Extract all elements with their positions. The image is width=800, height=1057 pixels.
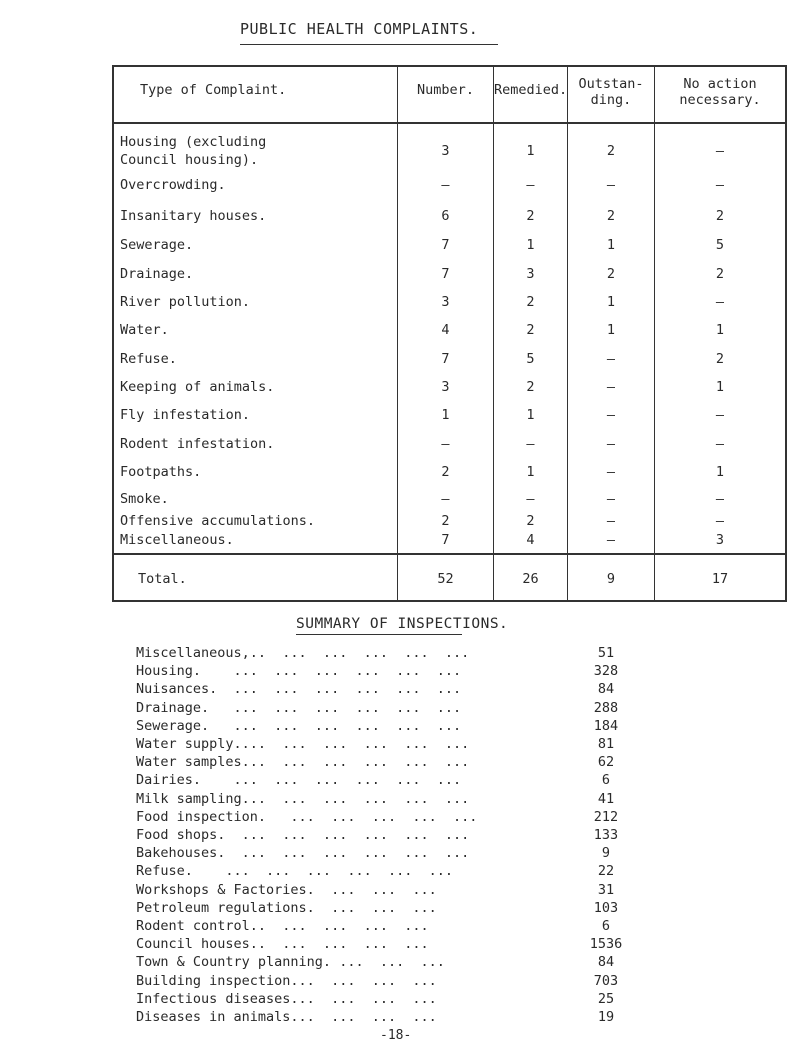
header-remedied: Remedied. xyxy=(494,82,568,98)
row-type: Overcrowding. xyxy=(120,177,226,193)
row-no-action: – xyxy=(715,491,725,507)
summary-label: Milk sampling... ... ... ... ... ... xyxy=(136,790,470,807)
summary-label: Nuisances. ... ... ... ... ... ... xyxy=(136,681,462,698)
table-border-bottom xyxy=(112,600,787,602)
row-remedied: 1 xyxy=(526,237,535,253)
row-type: Keeping of animals. xyxy=(120,379,275,395)
summary-label: Workshops & Factories. ... ... ... xyxy=(136,881,437,898)
summary-label: Rodent control.. ... ... ... ... xyxy=(136,918,429,934)
row-outstanding: 2 xyxy=(606,143,616,159)
row-number: 4 xyxy=(441,322,450,338)
summary-value: 41 xyxy=(597,790,615,807)
table-border-right xyxy=(785,65,787,602)
summary-value: 84 xyxy=(597,954,615,971)
row-no-action: – xyxy=(715,513,725,529)
summary-row xyxy=(136,753,636,771)
total-divider xyxy=(112,553,787,555)
summary-row xyxy=(136,680,636,698)
row-number: 7 xyxy=(441,532,450,548)
header-divider xyxy=(112,122,787,124)
summary-row xyxy=(136,862,636,880)
summary-label: Council houses.. ... ... ... ... xyxy=(136,936,429,953)
summary-row xyxy=(136,844,636,862)
summary-row xyxy=(136,808,636,826)
summary-row xyxy=(136,899,636,917)
row-type: Housing (excluding xyxy=(120,134,267,150)
summary-row xyxy=(136,972,636,990)
summary-value: 288 xyxy=(593,699,619,716)
summary-row xyxy=(136,935,636,953)
page-number: -18- xyxy=(380,1028,412,1044)
row-number: 2 xyxy=(441,464,450,480)
row-type: Sewerage. xyxy=(120,237,194,253)
summary-row xyxy=(136,771,636,789)
row-no-action: – xyxy=(715,436,725,452)
row-remedied: 2 xyxy=(526,379,535,395)
header-outstanding: Outstan- xyxy=(578,76,644,92)
summary-label: Food shops. ... ... ... ... ... ... xyxy=(136,827,470,843)
row-no-action: – xyxy=(715,407,725,423)
summary-label: Diseases in animals... ... ... ... xyxy=(136,1009,437,1025)
row-outstanding: 1 xyxy=(606,294,616,310)
summary-label: Drainage. ... ... ... ... ... ... xyxy=(136,699,462,716)
row-number: 7 xyxy=(441,237,450,253)
row-outstanding: – xyxy=(606,407,616,423)
summary-label: Town & Country planning. ... ... ... xyxy=(136,954,445,971)
summary-label: Water samples... ... ... ... ... ... xyxy=(136,754,470,771)
row-remedied: – xyxy=(526,177,535,193)
row-outstanding: – xyxy=(606,532,616,548)
header-number: Number. xyxy=(417,82,474,98)
row-outstanding: – xyxy=(606,177,616,193)
row-type: Drainage. xyxy=(120,266,194,282)
row-outstanding: – xyxy=(606,379,616,395)
row-number: 3 xyxy=(441,294,450,310)
header-no-action-cont: necessary. xyxy=(679,92,761,108)
row-remedied: 2 xyxy=(526,513,535,529)
summary-row xyxy=(136,917,636,935)
row-no-action: – xyxy=(715,294,725,310)
summary-label: Miscellaneous,.. ... ... ... ... ... xyxy=(136,645,470,661)
row-no-action: 3 xyxy=(715,532,725,548)
page-title: PUBLIC HEALTH COMPLAINTS. xyxy=(240,20,479,38)
summary-row xyxy=(136,662,636,680)
summary-row xyxy=(136,881,636,899)
summary-row xyxy=(136,644,636,662)
row-outstanding: – xyxy=(606,464,616,480)
row-number: 6 xyxy=(441,208,450,224)
row-outstanding: – xyxy=(606,491,616,507)
complaints-table xyxy=(112,65,787,602)
row-outstanding: – xyxy=(606,513,616,529)
summary-value: 1536 xyxy=(589,936,623,953)
row-remedied: 1 xyxy=(526,407,535,423)
summary-value: 62 xyxy=(597,754,615,771)
summary-value: 84 xyxy=(597,681,615,698)
summary-value: 22 xyxy=(597,863,615,880)
summary-label: Building inspection... ... ... ... xyxy=(136,972,437,989)
row-number: 3 xyxy=(441,143,450,159)
total-number: 52 xyxy=(437,571,454,587)
row-no-action: – xyxy=(715,177,725,193)
row-number: 3 xyxy=(441,379,450,395)
summary-row xyxy=(136,1008,636,1026)
summary-row xyxy=(136,699,636,717)
row-type: Offensive accumulations. xyxy=(120,513,316,529)
row-no-action: 1 xyxy=(715,379,725,395)
row-remedied: 1 xyxy=(526,464,535,480)
row-remedied: 2 xyxy=(526,294,535,310)
row-type: Miscellaneous. xyxy=(120,532,234,548)
row-remedied: – xyxy=(526,436,535,452)
row-no-action: 2 xyxy=(715,351,725,367)
row-outstanding: 2 xyxy=(606,266,616,282)
summary-title: SUMMARY OF INSPECTIONS. xyxy=(296,616,509,632)
row-remedied: 1 xyxy=(526,143,535,159)
row-remedied: 2 xyxy=(526,322,535,338)
row-outstanding: 1 xyxy=(606,237,616,253)
row-remedied: – xyxy=(526,491,535,507)
row-type: Footpaths. xyxy=(120,464,202,480)
row-remedied: 3 xyxy=(526,266,535,282)
header-outstanding-cont: ding. xyxy=(590,92,632,108)
summary-value: 6 xyxy=(601,918,611,934)
summary-value: 19 xyxy=(597,1009,615,1025)
row-number: – xyxy=(441,177,450,193)
row-number: 7 xyxy=(441,266,450,282)
summary-label: Petroleum regulations. ... ... ... xyxy=(136,899,437,916)
summary-row xyxy=(136,790,636,808)
summary-row xyxy=(136,990,636,1008)
row-type-cont: Council housing). xyxy=(120,152,259,168)
summary-label: Dairies. ... ... ... ... ... ... xyxy=(136,772,462,789)
row-remedied: 2 xyxy=(526,208,535,224)
summary-value: 103 xyxy=(593,899,619,916)
row-outstanding: – xyxy=(606,351,616,367)
total-label: Total. xyxy=(138,571,187,587)
row-no-action: 2 xyxy=(715,266,725,282)
summary-value: 81 xyxy=(597,736,615,752)
summary-label: Housing. ... ... ... ... ... ... xyxy=(136,663,462,680)
summary-label: Infectious diseases... ... ... ... xyxy=(136,990,437,1007)
total-outstanding: 9 xyxy=(606,571,616,587)
row-number: 2 xyxy=(441,513,450,529)
row-type: Water. xyxy=(120,322,169,338)
row-number: – xyxy=(441,491,450,507)
summary-row xyxy=(136,735,636,753)
row-remedied: 4 xyxy=(526,532,535,548)
summary-value: 703 xyxy=(593,972,619,989)
summary-title-underline xyxy=(296,634,462,635)
summary-value: 51 xyxy=(597,645,615,661)
row-number: 1 xyxy=(441,407,450,423)
summary-value: 25 xyxy=(597,990,615,1007)
summary-label: Bakehouses. ... ... ... ... ... ... xyxy=(136,845,470,862)
header-type: Type of Complaint. xyxy=(140,82,287,98)
row-outstanding: 1 xyxy=(606,322,616,338)
row-outstanding: – xyxy=(606,436,616,452)
row-no-action: 1 xyxy=(715,464,725,480)
summary-value: 184 xyxy=(593,717,619,734)
row-type: Smoke. xyxy=(120,491,169,507)
summary-label: Refuse. ... ... ... ... ... ... xyxy=(136,863,453,880)
row-outstanding: 2 xyxy=(606,208,616,224)
summary-value: 6 xyxy=(601,772,611,789)
summary-value: 328 xyxy=(593,663,619,680)
row-no-action: – xyxy=(715,143,725,159)
summary-value: 9 xyxy=(601,845,611,862)
row-type: River pollution. xyxy=(120,294,251,310)
summary-row xyxy=(136,826,636,844)
row-type: Insanitary houses. xyxy=(120,208,267,224)
summary-label: Water supply.... ... ... ... ... ... xyxy=(136,736,470,752)
row-no-action: 2 xyxy=(715,208,725,224)
total-remedied: 26 xyxy=(522,571,539,587)
summary-row xyxy=(136,717,636,735)
row-no-action: 5 xyxy=(715,237,725,253)
row-number: – xyxy=(441,436,450,452)
page-title-underline xyxy=(240,44,498,45)
row-no-action: 1 xyxy=(715,322,725,338)
row-type: Rodent infestation. xyxy=(120,436,275,452)
summary-value: 133 xyxy=(593,827,619,843)
row-number: 7 xyxy=(441,351,450,367)
summary-label: Sewerage. ... ... ... ... ... ... xyxy=(136,717,462,734)
row-remedied: 5 xyxy=(526,351,535,367)
summary-value: 212 xyxy=(593,808,619,825)
total-no-action: 17 xyxy=(711,571,729,587)
row-type: Refuse. xyxy=(120,351,177,367)
table-border-left xyxy=(112,65,114,602)
summary-label: Food inspection. ... ... ... ... ... xyxy=(136,808,478,825)
summary-value: 31 xyxy=(597,881,615,898)
row-type: Fly infestation. xyxy=(120,407,251,423)
table-border-top xyxy=(112,65,787,67)
summary-row xyxy=(136,953,636,971)
header-no-action: No action xyxy=(683,76,757,92)
